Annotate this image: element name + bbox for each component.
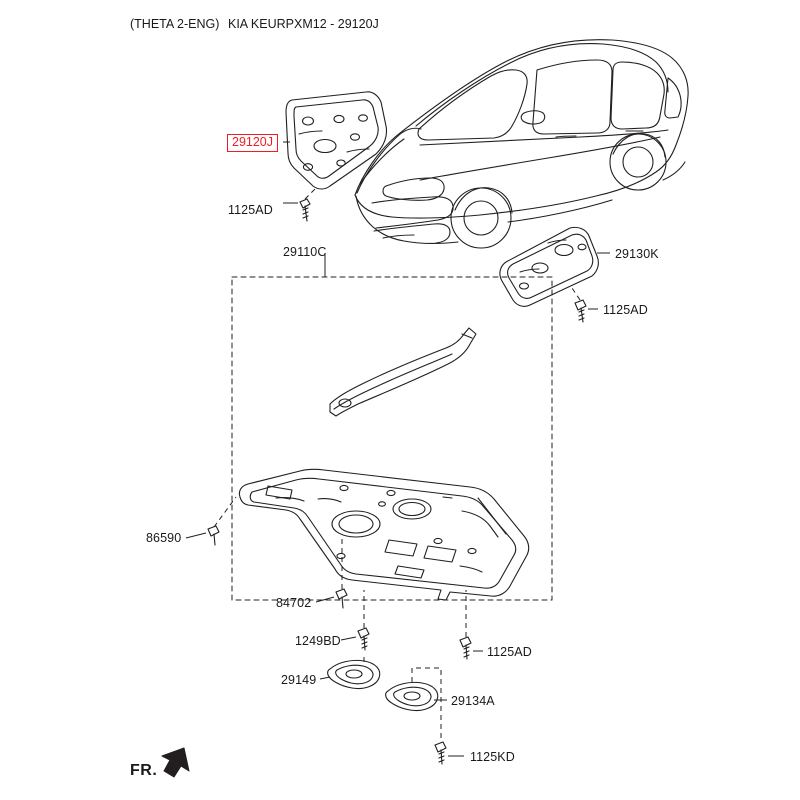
fastener-1125AD-top xyxy=(300,199,310,221)
callout-1125ad-right: 1125AD xyxy=(603,303,648,317)
part-29134A xyxy=(386,682,438,710)
orientation-label: FR. xyxy=(130,762,158,779)
highlighted-part-label[interactable]: 29120J xyxy=(227,134,278,152)
callout-29110c: 29110C xyxy=(283,245,327,259)
fastener-1249BD xyxy=(358,628,369,650)
callout-86590: 86590 xyxy=(146,531,182,545)
callout-29130k: 29130K xyxy=(615,247,659,261)
callout-1125ad-top: 1125AD xyxy=(228,203,273,217)
callout-1249bd: 1249BD xyxy=(295,634,341,648)
part-cross-member xyxy=(330,328,476,416)
callout-84702: 84702 xyxy=(276,596,312,610)
callout-29134a: 29134A xyxy=(451,694,495,708)
leader-29149 xyxy=(320,677,330,679)
dash-1125AD-top xyxy=(305,188,316,199)
dash-29134A-1125KD xyxy=(412,668,441,742)
part-29130K xyxy=(500,227,598,306)
leader-1249BD xyxy=(341,637,356,640)
assembly-group-box xyxy=(232,277,552,600)
fastener-86590 xyxy=(208,526,219,545)
leader-86590 xyxy=(186,533,206,538)
callout-1125kd: 1125KD xyxy=(470,750,515,764)
fastener-1125AD-right xyxy=(575,300,586,322)
dash-86590 xyxy=(214,497,236,527)
callout-29149: 29149 xyxy=(281,673,317,687)
dash-1125AD-right xyxy=(570,285,580,300)
part-29149 xyxy=(328,660,380,688)
vehicle-illustration xyxy=(355,40,688,248)
part-29110C xyxy=(239,469,528,600)
fastener-1125KD xyxy=(435,742,446,764)
part-29120J xyxy=(286,92,387,189)
fastener-1125AD-bottom xyxy=(460,637,471,659)
part-title: KIA KEURPXM12 - 29120J xyxy=(228,17,379,31)
fastener-84702 xyxy=(336,589,347,608)
fr-arrow-icon xyxy=(162,748,189,777)
callout-1125ad-bottom: 1125AD xyxy=(487,645,532,659)
group-title: (THETA 2-ENG) xyxy=(130,17,220,31)
